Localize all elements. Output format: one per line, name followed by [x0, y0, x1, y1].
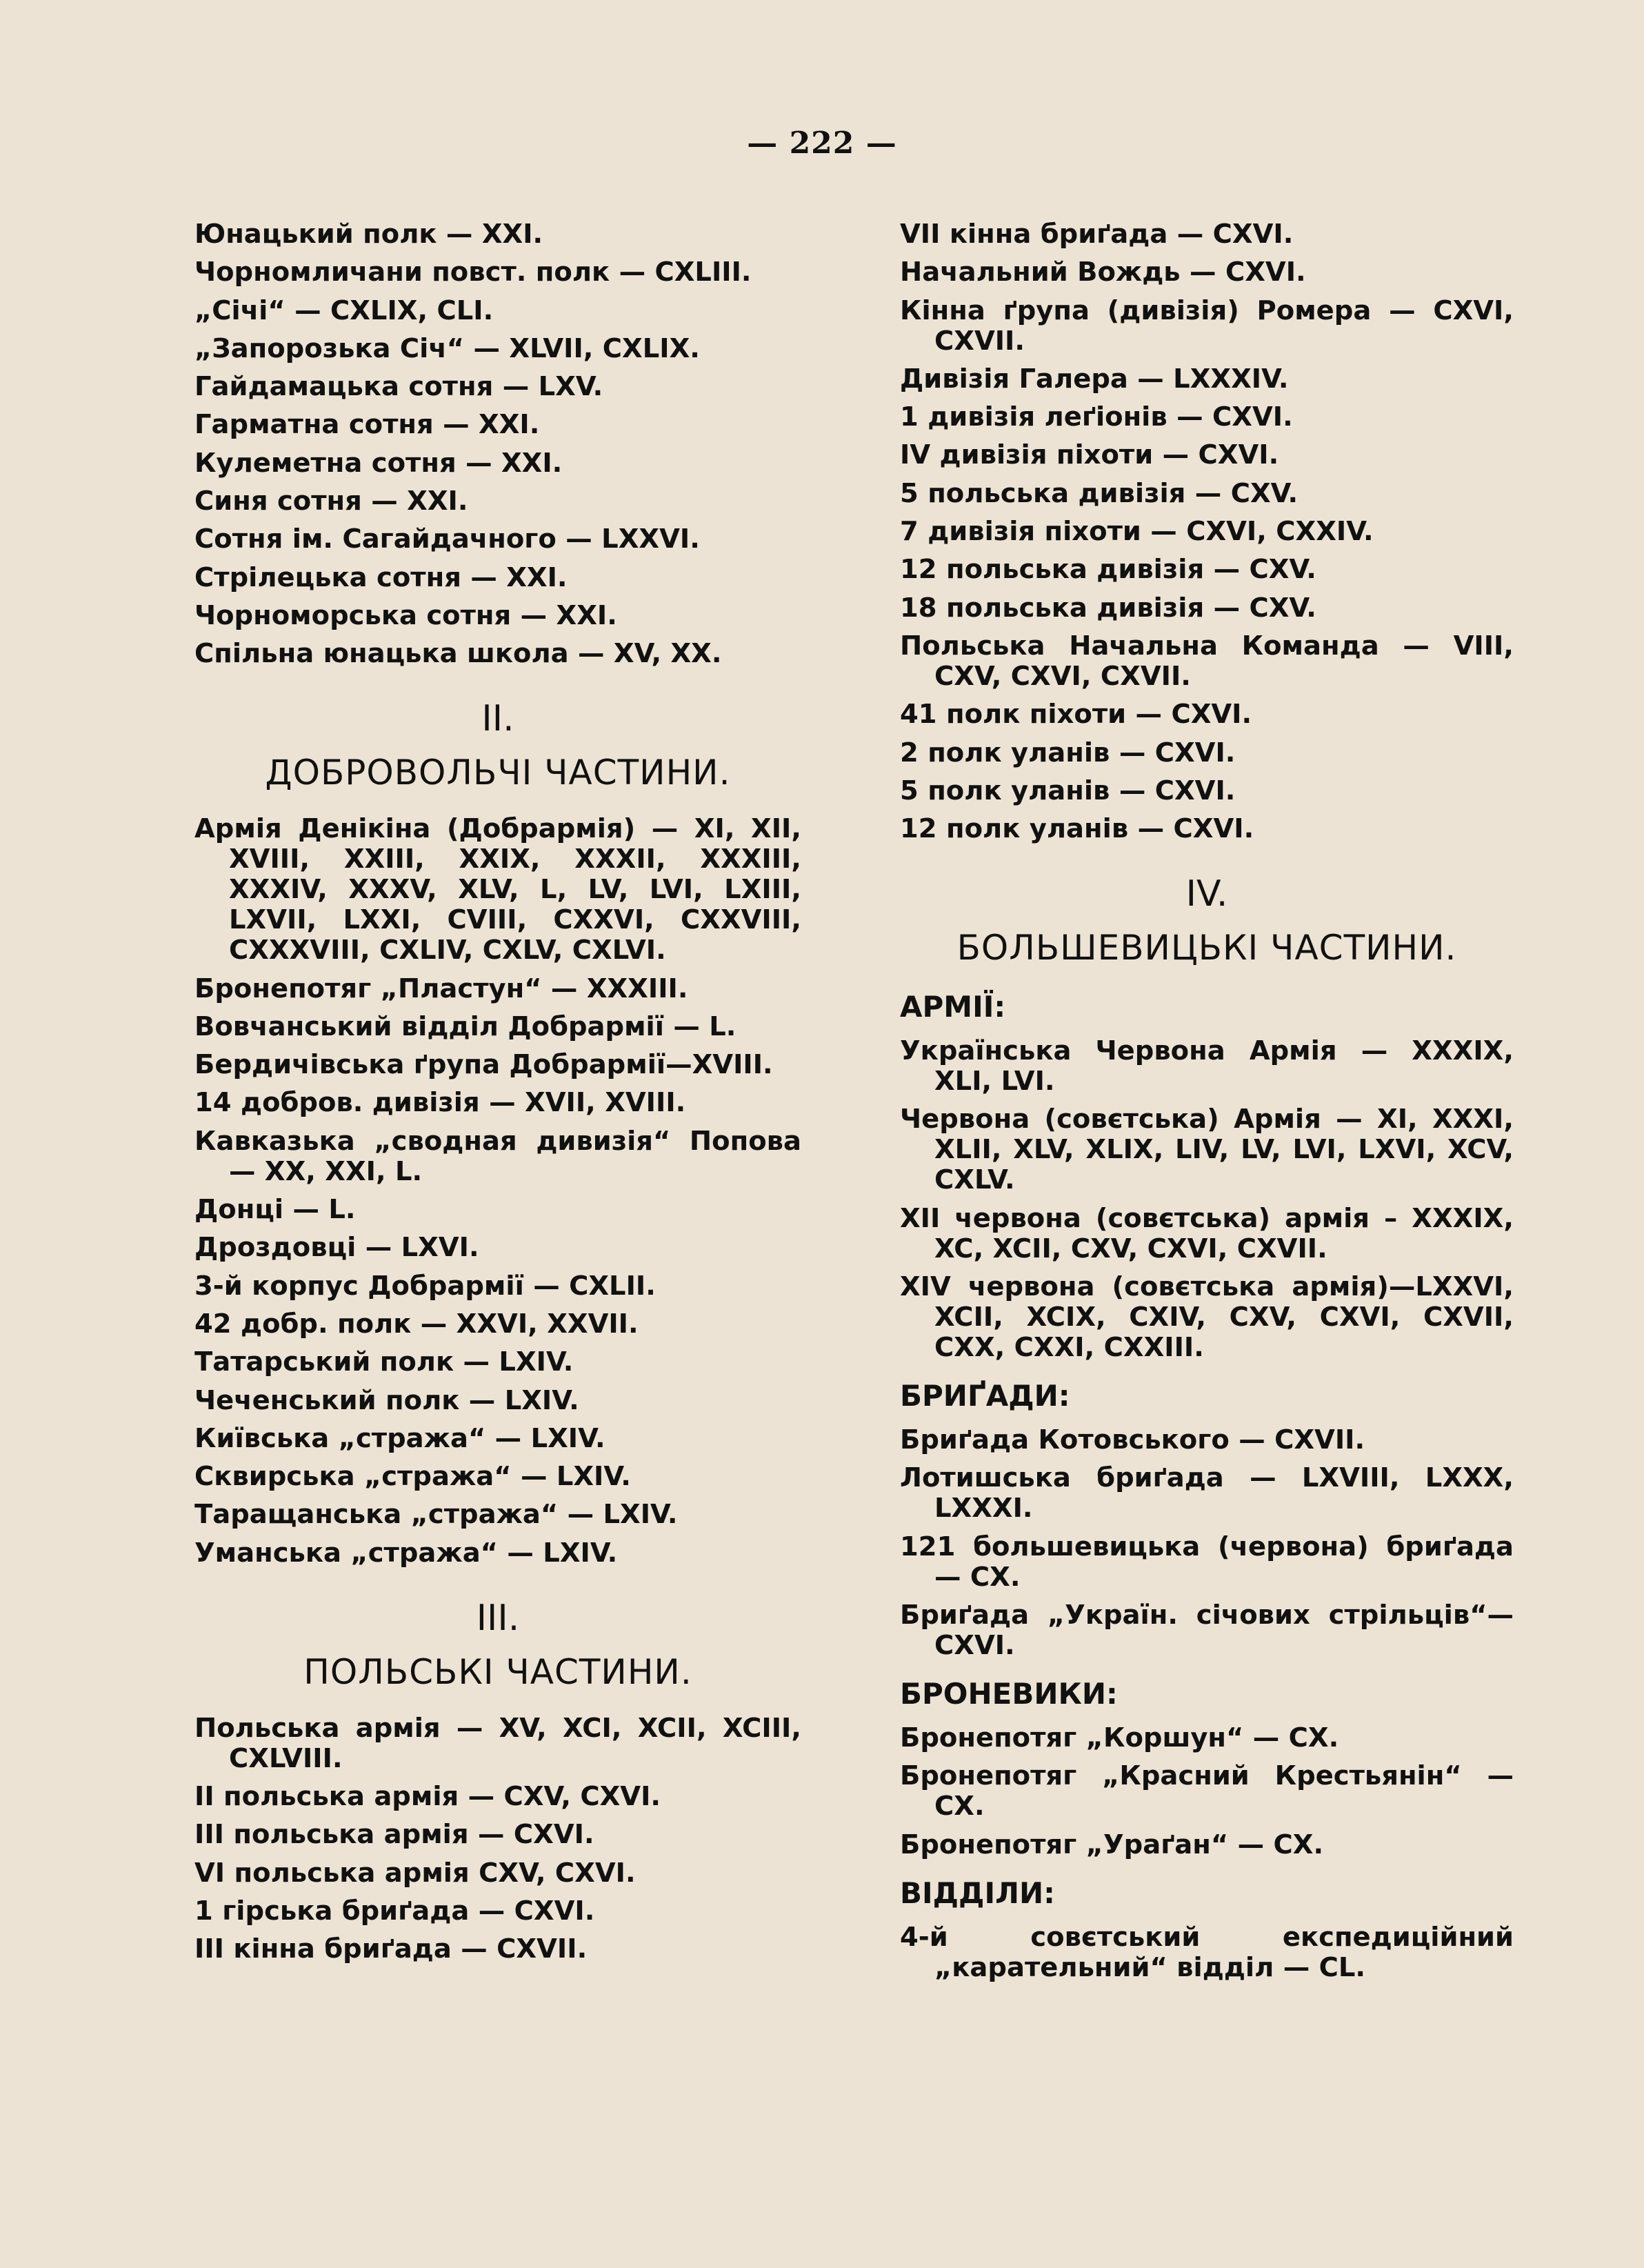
- list-item: Армія Денікіна (Добрармія) — XI, XII, XVIII, XXIII, XXIX, XXXII, XXXIII, XXXIV, XXXV, XLV, L, LV, LVI, LXIII, LXVII, LXXI, CVIII, CXXVI, CXXVIII, CXXXVIII, CXLIV, CXLV, CXLVI.: [194, 813, 801, 966]
- armored-list: [900, 1723, 1514, 1860]
- left-column: [194, 219, 801, 1973]
- list-item: 121 большевицька (червона) бриґада— CX.: [900, 1531, 1514, 1593]
- list-item: Кавказька „сводная дивизія“ Попова — XX, XXI, L.: [194, 1125, 801, 1187]
- list-item: Бердичівська ґрупа Добрармії—XVIII.: [194, 1049, 773, 1081]
- list-item: VII кінна бриґада — CXVI.: [900, 219, 1294, 250]
- list-item: 3-й корпус Добрармії — CXLII.: [194, 1270, 656, 1302]
- list-item: Таращанська „стража“ — LXIV.: [194, 1499, 678, 1531]
- list-item: 7 дивізія піхоти — CXVI, CXXIV.: [900, 516, 1374, 548]
- list-item: Спільна юнацька школа — XV, XX.: [194, 638, 722, 670]
- list-item: Київська „стража“ — LXIV.: [194, 1422, 605, 1454]
- section-number: III.: [476, 1597, 520, 1639]
- subheading-armored: БРОНЕВИКИ:: [900, 1676, 1118, 1711]
- list-item: Польська армія — XV, XCI, XCII, XCIII, CXLVIII.: [194, 1712, 801, 1774]
- right-column: [900, 219, 1514, 1991]
- list-item: Чорноморська сотня — XXI.: [194, 599, 617, 631]
- list-item: „Запорозька Січ“ — XLVII, CXLIX.: [194, 332, 700, 364]
- subheading-armies: АРМІЇ:: [900, 990, 1006, 1024]
- list-item: Сотня ім. Сагайдачного — LXXVI.: [194, 524, 700, 555]
- list-item: 5 польська дивізія — CXV.: [900, 477, 1299, 509]
- section-title: ДОБРОВОЛЬЧІ ЧАСТИНИ.: [265, 753, 731, 793]
- list-item: III кінна бриґада — CXVII.: [194, 1933, 588, 1965]
- section-number: II.: [481, 698, 514, 740]
- list-item: 42 добр. полк — XXVI, XXVII.: [194, 1308, 639, 1340]
- list-item: Начальний Вождь — CXVI.: [900, 257, 1306, 288]
- list-item: 12 полк уланів — CXVI.: [900, 813, 1254, 845]
- list-item: Бронепотяг „Ураґан“ — CX.: [900, 1829, 1324, 1860]
- list-item: 12 польська дивізія — CXV.: [900, 554, 1316, 586]
- list-item: Кулеметна сотня — XXI.: [194, 447, 563, 479]
- list-item: Бронепотяг „Коршун“ — CX.: [900, 1722, 1339, 1753]
- list-item: Червона (совєтська) Армія — XI, XXXI, XLII, XLV, XLIX, LIV, LV, LVI, LXVI, XCV, CXLV.: [900, 1104, 1514, 1196]
- section-title: ПОЛЬСЬКІ ЧАСТИНИ.: [303, 1651, 692, 1692]
- list-item: Гайдамацька сотня — LXV.: [194, 371, 603, 403]
- page-number: — 222 —: [747, 126, 897, 161]
- section-title: БОЛЬШЕВИЦЬКІ ЧАСТИНИ.: [956, 928, 1457, 968]
- list-item: 4-й совєтський експедиційний „карательний“ відділ — CL.: [900, 1921, 1514, 1983]
- list-item: Кінна ґрупа (дивізія) Ромера — CXVI, CXVII.: [900, 295, 1514, 357]
- list-item: Уманська „стража“ — LXIV.: [194, 1537, 618, 1569]
- units-list: [900, 1922, 1514, 1983]
- list-item: Донці — L.: [194, 1194, 356, 1226]
- list-item: Вовчанський відділ Добрармії — L.: [194, 1011, 736, 1042]
- list-item: 18 польська дивізія — CXV.: [900, 592, 1316, 624]
- subheading-brigades: БРИҐАДИ:: [900, 1379, 1070, 1413]
- armies-list: [900, 1036, 1514, 1363]
- list-item: Чорномличани повст. полк — CXLIII.: [194, 257, 752, 288]
- list-item: 14 добров. дивізія — XVII, XVIII.: [194, 1087, 686, 1119]
- list-item: 5 полк уланів — CXVI.: [900, 775, 1236, 806]
- polish-units-list: [194, 1713, 801, 1964]
- list-item: IV дивізія піхоти — CXVI.: [900, 439, 1279, 471]
- polish-units-continued-list: [900, 219, 1514, 844]
- list-item: Сквирська „стража“ — LXIV.: [194, 1461, 631, 1493]
- list-item: 2 полк уланів — CXVI.: [900, 737, 1236, 768]
- list-item: Дроздовці — LXVI.: [194, 1232, 479, 1264]
- list-item: XII червона (совєтська) армія – XXXIX, XC, XCII, CXV, CXVI, CXVII.: [900, 1202, 1514, 1264]
- list-item: II польська армія — CXV, CXVI.: [194, 1781, 661, 1813]
- list-item: Дивізія Галера — LXXXIV.: [900, 363, 1289, 395]
- list-item: Стрілецька сотня — XXI.: [194, 561, 568, 593]
- list-item: Лотишська бриґада — LXVIII, LXXX, LXXXI.: [900, 1462, 1514, 1524]
- list-item: III польська армія — CXVI.: [194, 1819, 594, 1851]
- volunteer-units-list: [194, 814, 801, 1568]
- list-item: 1 гірська бриґада — CXVI.: [194, 1895, 595, 1927]
- list-item: Юнацький полк — XXI.: [194, 219, 543, 250]
- brigades-list: [900, 1425, 1514, 1661]
- list-item: 1 дивізія леґіонів — CXVI.: [900, 401, 1293, 433]
- subheading-units: ВІДДІЛИ:: [900, 1876, 1055, 1910]
- intro-list: [194, 219, 801, 669]
- list-item: Бриґада „Україн. січових стрільців“— CXVI.: [900, 1599, 1514, 1661]
- list-item: Українська Червона Армія — XXXIX, XLI, LVI.: [900, 1035, 1514, 1097]
- list-item: Чеченський полк — LXIV.: [194, 1384, 579, 1416]
- list-item: Бронепотяг „Красний Крестьянін“ — CX.: [900, 1760, 1514, 1822]
- list-item: 41 полк піхоти — CXVI.: [900, 699, 1252, 730]
- section-number: IV.: [1185, 873, 1228, 915]
- list-item: Польська Начальна Команда — VIII, CXV, CXVI, CXVII.: [900, 630, 1514, 692]
- list-item: Татарський полк — LXIV.: [194, 1346, 574, 1378]
- list-item: Бронепотяг „Пластун“ — XXXIII.: [194, 973, 688, 1004]
- list-item: VI польська армія CXV, CXVI.: [194, 1857, 636, 1889]
- list-item: Гарматна сотня — XXI.: [194, 409, 540, 441]
- list-item: „Січі“ — CXLIX, CLI.: [194, 295, 494, 326]
- list-item: XIV червона (совєтська армія)—LXXVI, XCII, XCIX, CXIV, CXV, CXVI, CXVII, CXX, CXXI, CXXIII.: [900, 1271, 1514, 1364]
- list-item: Бриґада Котовського — CXVII.: [900, 1424, 1365, 1456]
- list-item: Синя сотня — XXI.: [194, 486, 468, 517]
